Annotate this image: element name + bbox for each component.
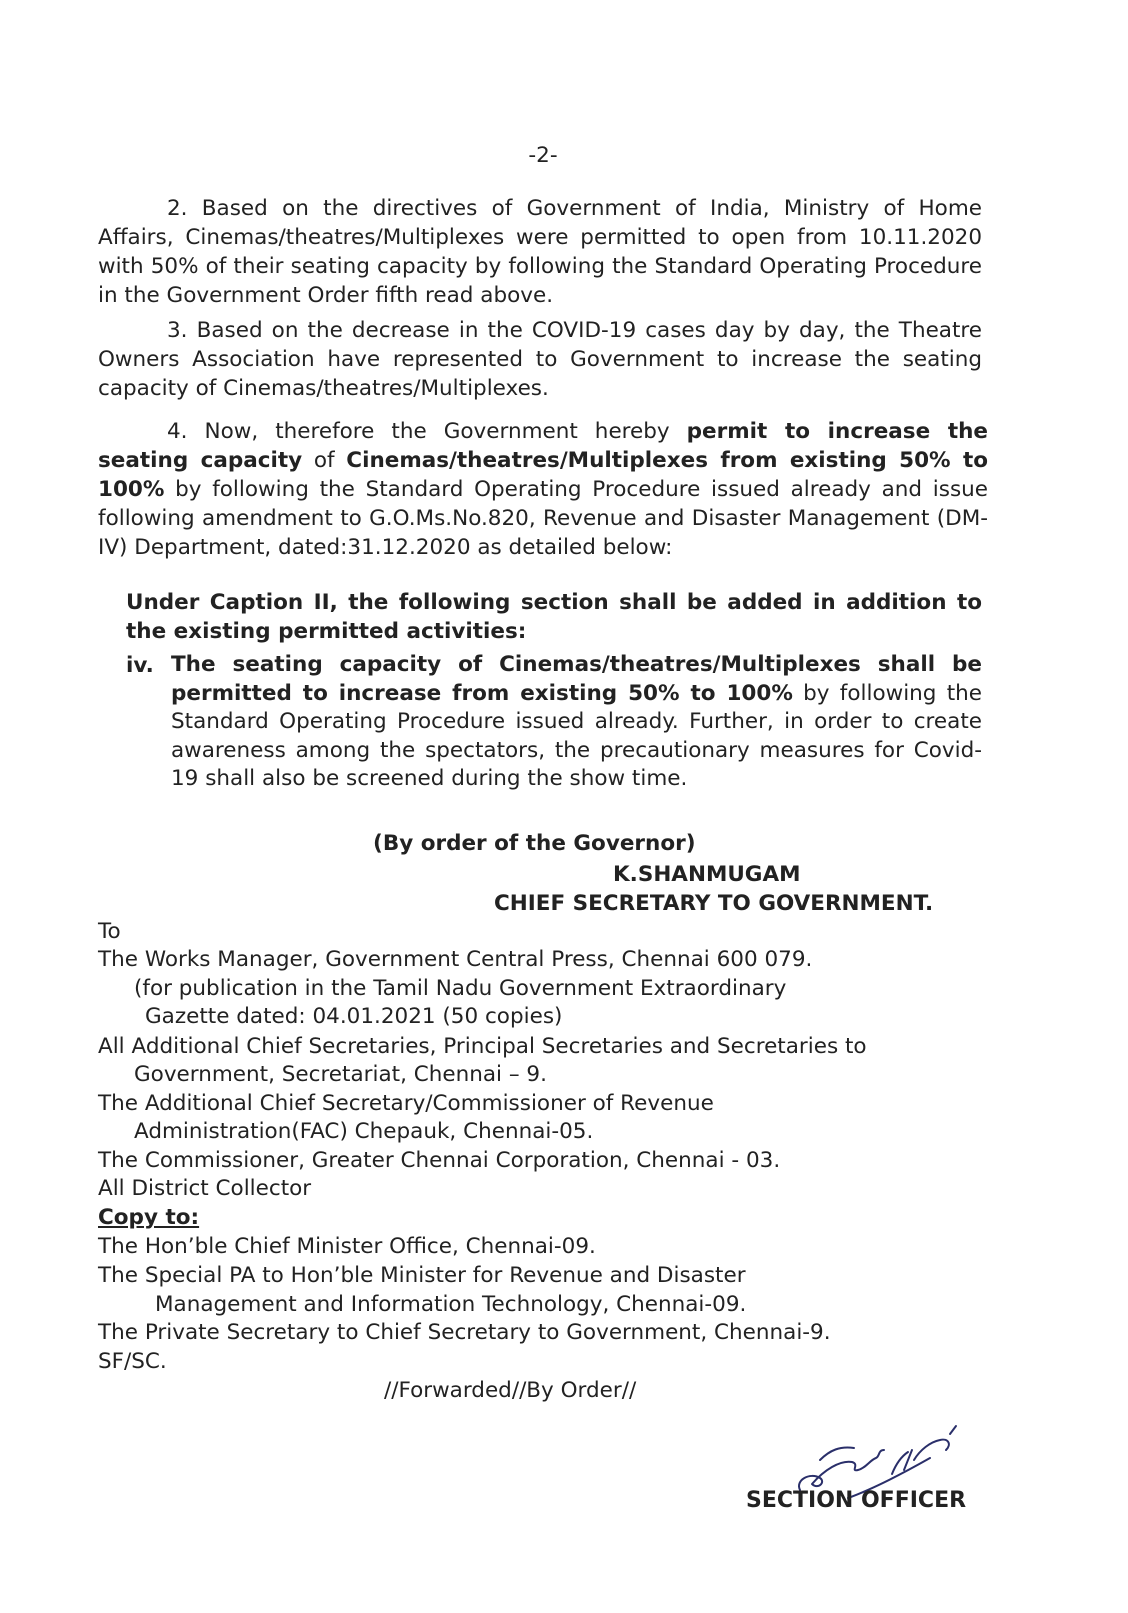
p4-bold-2: Cinemas/theatres/Multiplexes from existing 50% to 100% [98,448,988,502]
signatory-designation: CHIEF SECRETARY TO GOVERNMENT. [494,891,934,916]
item-iv-number: iv. [126,653,154,678]
item-iv-rest: by following the Standard Operating Procedure issued already. Further, in order to create awareness among the spectators, the precautionary measures for Covid-19 shall also be screened during the show time. [171,680,982,791]
paragraph-4 [98,417,988,562]
to-line: All District Collector [98,1176,312,1201]
to-label: To [98,919,121,944]
copy-line: The Hon’ble Chief Minister Office, Chennai-09. [98,1234,596,1259]
p4-rest: by following the Standard Operating Procedure issued already and issue following amendment to G.O.Ms.No.820, Revenue and Disaster Management (DM-IV) Department, dated:31.12.2020 as detailed below: [98,477,988,560]
item-iv-bold: The seating capacity of Cinemas/theatres/Multiplexes shall be permitted to increase from existing 50% to 100% [171,652,982,706]
by-order: (By order of the Governor) [373,831,696,856]
item-iv-text [171,651,982,794]
paragraph-3: 3. Based on the decrease in the COVID-19 cases day by day, the Theatre Owners Association have represented to Government to increase the seating capacity of Cinemas/theatres/Multiplexes. [98,318,982,401]
p4-mid: of [302,448,347,473]
to-line: Administration(FAC) Chepauk, Chennai-05. [134,1119,594,1144]
to-line: Gazette dated: 04.01.2021 (50 copies) [145,1004,563,1029]
copy-line: Management and Information Technology, Chennai-09. [155,1292,747,1317]
copy-line: The Special PA to Hon’ble Minister for Revenue and Disaster [98,1263,746,1288]
paragraph-2: 2. Based on the directives of Government of India, Ministry of Home Affairs, Cinemas/theatres/Multiplexes were permitted to open from 10.11.2020 with 50% of their seating capacity by following the Standard Operating Procedure in the Government Order fifth read above. [98,196,982,308]
copy-line: SF/SC. [98,1349,167,1374]
caption-heading: Under Caption II, the following section shall be added in addition to the existing permitted activities: [126,590,982,644]
page-number: -2- [528,143,558,168]
copy-line: The Private Secretary to Chief Secretary to Government, Chennai-9. [98,1320,831,1345]
to-line: Government, Secretariat, Chennai – 9. [134,1062,547,1087]
p4-lead: 4. Now, therefore the Government hereby [167,419,687,444]
p4-bold-1: permit to increase the seating capacity [98,419,988,473]
signatory-name: K.SHANMUGAM [613,862,801,887]
to-line: (for publication in the Tamil Nadu Government Extraordinary [134,976,787,1001]
copy-to-label: Copy to: [98,1205,200,1230]
section-officer-title: SECTION OFFICER [746,1488,967,1513]
to-line: The Commissioner, Greater Chennai Corporation, Chennai - 03. [98,1148,781,1173]
to-line: The Additional Chief Secretary/Commissioner of Revenue [98,1091,714,1116]
to-line: All Additional Chief Secretaries, Principal Secretaries and Secretaries to [98,1034,867,1059]
to-line: The Works Manager, Government Central Press, Chennai 600 079. [98,947,813,972]
forwarded-note: //Forwarded//By Order// [384,1378,637,1403]
